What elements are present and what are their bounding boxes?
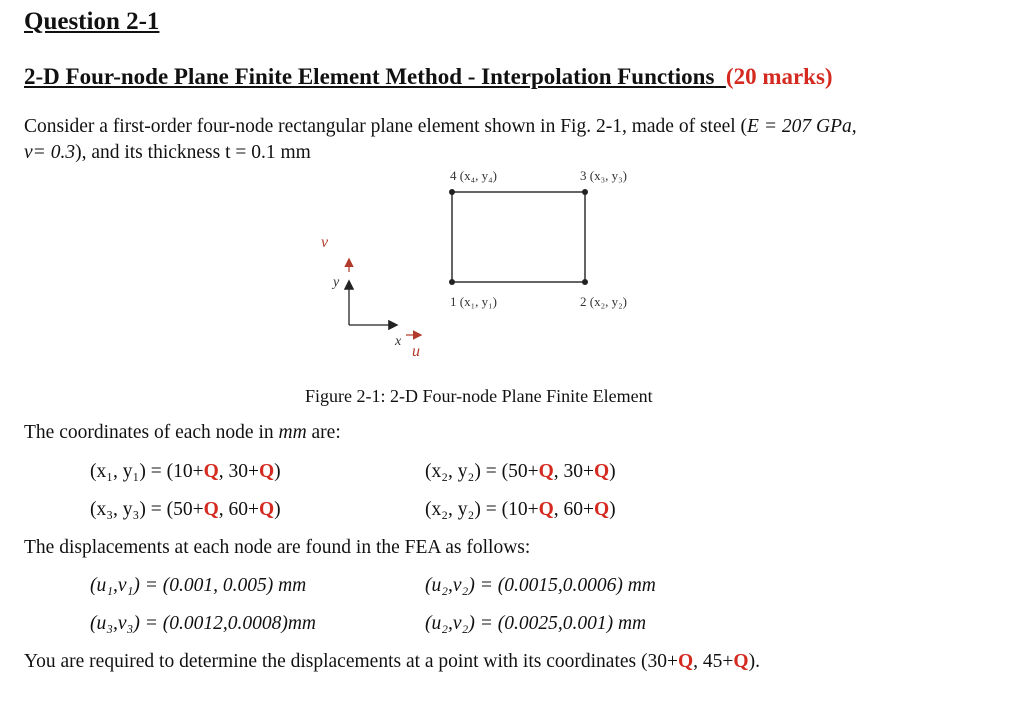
u-label: u — [412, 343, 420, 360]
element-outline — [452, 192, 585, 282]
x-axis-label: x — [395, 334, 402, 349]
node-3-dot — [582, 189, 588, 195]
node-1-dot — [449, 279, 455, 285]
y-axis-label: y — [333, 275, 340, 290]
coord-node-1: (x₁, y₁) = (10+Q, 30+Q) — [90, 461, 281, 482]
node-3-label: 3 (x₃, y₃) — [580, 168, 627, 183]
element-diagram — [300, 160, 680, 370]
node-4-dot — [449, 189, 455, 195]
task-statement: You are required to determine the displacements at a point with its coordinates (30+Q, 45+Q). — [24, 651, 760, 672]
node-2-dot — [582, 279, 588, 285]
coords-heading: The coordinates of each node in mm are: — [24, 422, 341, 443]
disp-node-2: (u₂,v₂) = (0.0015,0.0006) mm — [425, 575, 656, 596]
disp-heading: The displacements at each node are found in the FEA as follows: — [24, 537, 531, 558]
intro-line-1: Consider a first-order four-node rectangular plane element shown in Fig. 2-1, made of steel (E = 207 GPa, — [24, 116, 857, 137]
poisson-ratio: v= 0.3 — [24, 142, 76, 163]
node-4-label: 4 (x₄, y₄) — [450, 168, 497, 183]
node-1-label: 1 (x₁, y₁) — [450, 294, 497, 309]
figure-caption: Figure 2-1: 2-D Four-node Plane Finite Element — [305, 386, 653, 406]
disp-node-1: (u₁,v₁) = (0.001, 0.005) mm — [90, 575, 307, 596]
question-title: Question 2-1 — [24, 8, 160, 35]
node-2-label: 2 (x₂, y₂) — [580, 294, 627, 309]
section-heading — [24, 64, 833, 90]
disp-node-3: (u₃,v₃) = (0.0012,0.0008)mm — [90, 613, 317, 634]
marks-label: (20 marks) — [725, 64, 833, 89]
coord-node-4: (x₂, y₂) = (10+Q, 60+Q) — [425, 499, 616, 520]
coord-node-3: (x₃, y₃) = (50+Q, 60+Q) — [90, 499, 281, 520]
section-heading-text: 2-D Four-node Plane Finite Element Method - Interpolation Functions — [24, 64, 715, 89]
intro-line-2: v= 0.3), and its thickness t = 0.1 mm — [24, 142, 311, 163]
youngs-modulus: E = 207 GPa, — [747, 116, 857, 137]
disp-node-4: (u₂,v₂) = (0.0025,0.001) mm — [425, 613, 647, 634]
coord-node-2: (x₂, y₂) = (50+Q, 30+Q) — [425, 461, 616, 482]
v-label: v — [321, 234, 329, 251]
